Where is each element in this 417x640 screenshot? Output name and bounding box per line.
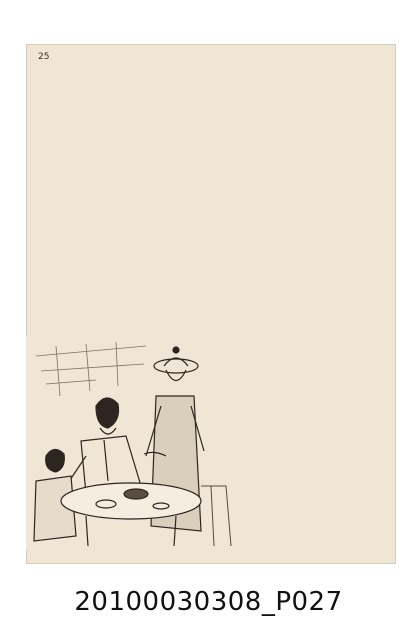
caption-area [0, 572, 417, 632]
text-column [303, 52, 386, 554]
scanned-page [26, 44, 396, 564]
sketch-scene-icon [26, 336, 236, 550]
page-number: 25 [38, 52, 50, 62]
catalog-id-caption: 20100030308_P027 [74, 587, 343, 617]
ink-illustration [26, 336, 236, 550]
